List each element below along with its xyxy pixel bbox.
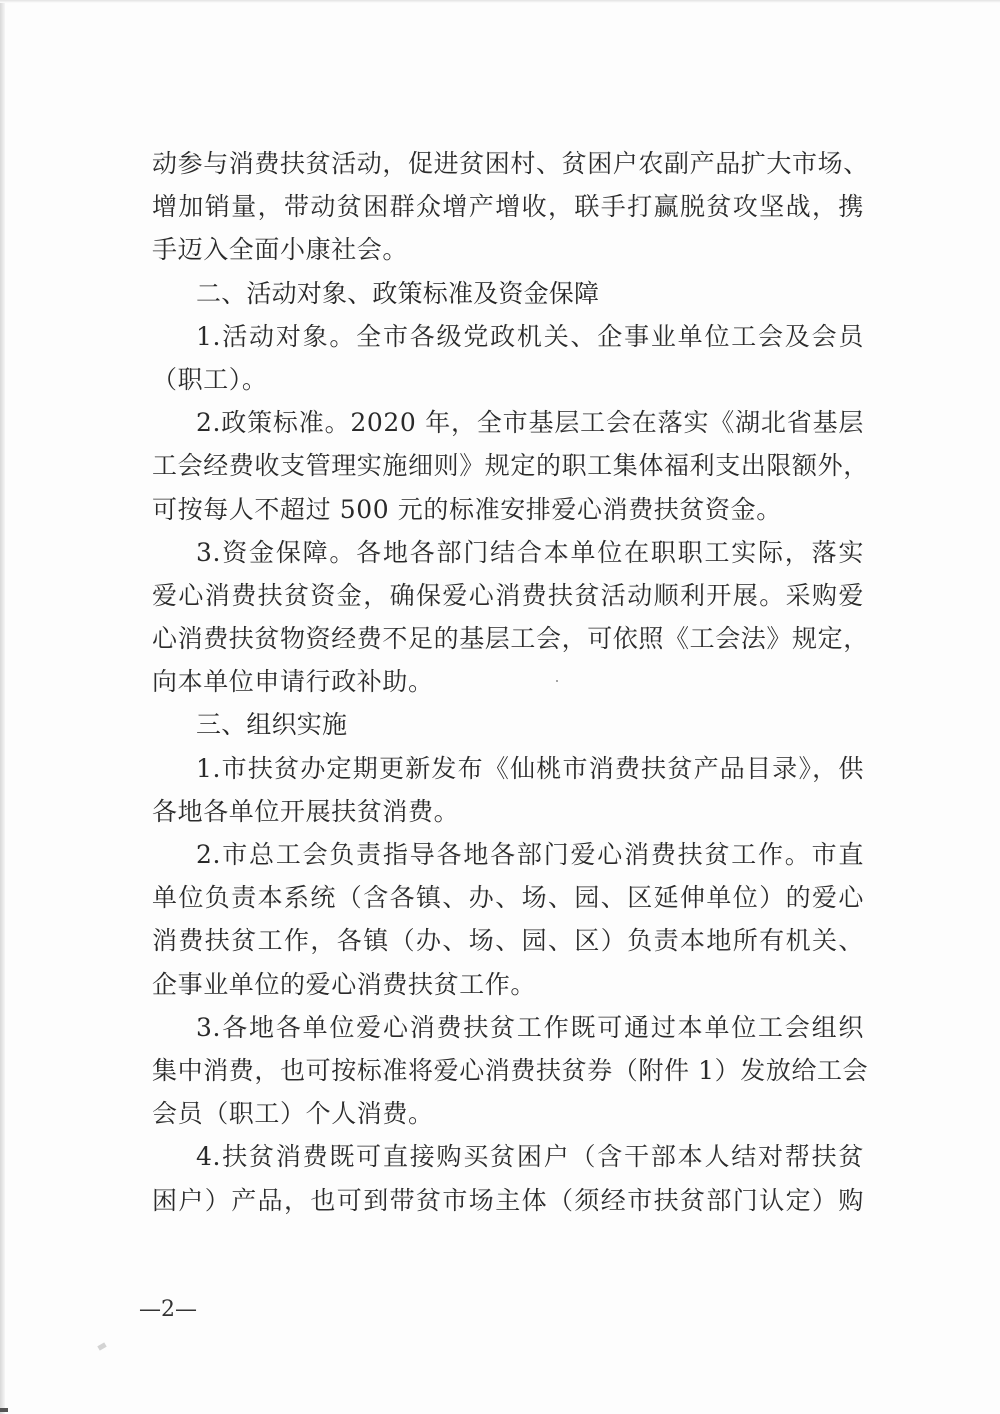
paragraph-org-item-2 (152, 833, 864, 1006)
text-line: 单位负责本系统（含各镇、办、场、园、区延伸单位）的爱心 (152, 883, 864, 913)
scan-page-edge-top (0, 0, 1000, 3)
scan-speck (556, 680, 558, 682)
text-line: 会员（职工）个人消费。 (152, 1099, 434, 1129)
scan-page-edge (0, 0, 5, 1414)
text-line: 企事业单位的爱心消费扶贫工作。 (152, 969, 537, 999)
text-line: （职工）。 (152, 364, 268, 394)
document-body (152, 142, 869, 1222)
text-line: 消费扶贫工作，各镇（办、场、园、区）负责本地所有机关、 (152, 926, 864, 956)
paragraph-policy-standard (152, 401, 869, 531)
paragraph-org-item-4 (152, 1135, 864, 1221)
section-heading-3 (152, 703, 864, 746)
text-line: 爱心消费扶贫资金，确保爱心消费扶贫活动顺利开展。采购爱 (152, 580, 864, 610)
section-heading: 二、活动对象、政策标准及资金保障 (196, 278, 600, 308)
text-line: 手迈入全面小康社会。 (152, 235, 409, 265)
text-line: 1.市扶贫办定期更新发布《仙桃市消费扶贫产品目录》，供 (196, 753, 864, 783)
scan-corner-mark (0, 1408, 8, 1412)
text-line: 4.扶贫消费既可直接购买贫困户（含干部本人结对帮扶贫 (196, 1142, 864, 1172)
text-line: 2.政策标准。2020 年，全市基层工会在落实《湖北省基层 (196, 408, 864, 438)
text-line: 集中消费，也可按标准将爱心消费扶贫券（附件 1）发放给工会 (152, 1055, 869, 1085)
paragraph-org-item-3 (152, 1006, 869, 1136)
text-line: 2.市总工会负责指导各地各部门爱心消费扶贫工作。市直 (196, 840, 864, 869)
scan-smudge (97, 1342, 106, 1350)
text-line: 可按每人不超过 500 元的标准安排爱心消费扶贫资金。 (152, 494, 782, 524)
text-line: 向本单位申请行政补助。 (152, 667, 434, 697)
text-line: 工会经费收支管理实施细则》规定的职工集体福利支出限额外， (152, 451, 869, 481)
text-line: 动参与消费扶贫活动，促进贫困村、贫困户农副产品扩大市场、 (152, 149, 869, 178)
text-line: 困户）产品，也可到带贫市场主体（须经市扶贫部门认定）购 (152, 1185, 864, 1215)
text-line: 各地各单位开展扶贫消费。 (152, 796, 460, 826)
text-line: 3.各地各单位爱心消费扶贫工作既可通过本单位工会组织 (196, 1012, 864, 1042)
paragraph-funding-guarantee (152, 531, 869, 704)
paragraph-activity-target (152, 315, 864, 401)
paragraph-intro-continuation (152, 142, 869, 272)
text-line: 心消费扶贫物资经费不足的基层工会，可依照《工会法》规定， (152, 624, 869, 654)
text-line: 1.活动对象。全市各级党政机关、企事业单位工会及会员 (196, 321, 864, 351)
page-number: —2— (139, 1297, 197, 1322)
paragraph-org-item-1 (152, 747, 864, 833)
text-line: 增加销量，带动贫困群众增产增收，联手打赢脱贫攻坚战，携 (152, 192, 864, 222)
text-line: 3.资金保障。各地各部门结合本单位在职职工实际，落实 (196, 537, 864, 567)
section-heading: 三、组织实施 (196, 710, 348, 740)
section-heading-2 (152, 272, 864, 315)
